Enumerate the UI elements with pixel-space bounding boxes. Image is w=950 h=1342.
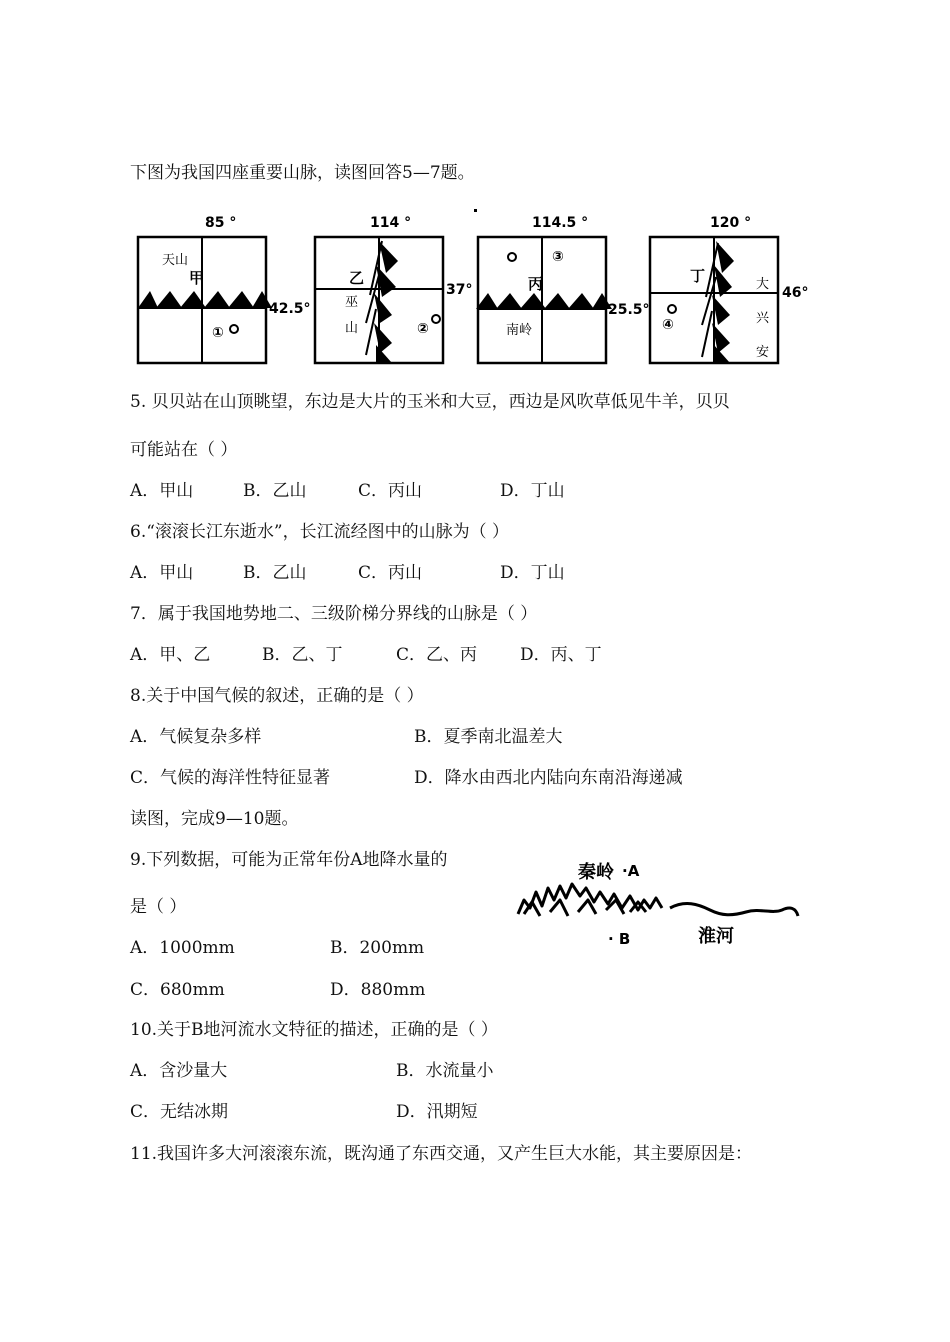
q7-option-c[interactable]: C．乙、丙 <box>396 645 478 665</box>
q8-option-c[interactable]: C．气候的海洋性特征显著 <box>130 768 331 788</box>
q6-option-a[interactable]: A．甲山 <box>130 563 194 583</box>
q6-stem: 6.“滚滚长江东逝水”，长江流经图中的山脉为（ ） <box>130 522 510 542</box>
q5-option-d[interactable]: D．丁山 <box>500 481 565 501</box>
mountain-name-4a: 大 <box>756 277 770 292</box>
lat-label-2: 37° <box>446 282 473 298</box>
q5-option-a[interactable]: A．甲山 <box>130 481 194 501</box>
q6-option-d[interactable]: D．丁山 <box>500 563 565 583</box>
q7-option-a[interactable]: A．甲、乙 <box>130 645 211 665</box>
intro-text: 下图为我国四座重要山脉，读图回答5—7题。 <box>130 163 475 183</box>
lat-label-3: 25.5° <box>608 302 650 318</box>
mark-label-3: 丙 <box>528 275 544 293</box>
lon-label-1: 85 ° <box>205 215 237 231</box>
panel-wushan <box>315 237 443 363</box>
q5-option-b[interactable]: B．乙山 <box>243 481 307 501</box>
mountain-panels-figure <box>130 205 830 375</box>
lon-label-2: 114 ° <box>370 215 412 231</box>
mountain-name-1: 天山 <box>162 253 189 268</box>
mountain-name-4b: 兴 <box>756 311 770 326</box>
q5-stem-line1: 5. 贝贝站在山顶眺望，东边是大片的玉米和大豆，西边是风吹草低见牛羊，贝贝 <box>130 392 730 412</box>
q9-option-d[interactable]: D．880mm <box>330 980 426 1000</box>
q11-stem: 11.我国许多大河滚滚东流，既沟通了东西交通，又产生巨大水能，其主要原因是： <box>130 1144 753 1164</box>
q7-stem: 7．属于我国地势地二、三级阶梯分界线的山脉是（ ） <box>130 604 538 624</box>
q9-option-b[interactable]: B．200mm <box>330 938 425 958</box>
q10-option-a[interactable]: A．含沙量大 <box>130 1061 228 1081</box>
lon-label-3: 114.5 ° <box>532 215 589 231</box>
q10-option-d[interactable]: D．汛期短 <box>396 1102 478 1122</box>
circle-label-1: ① <box>212 325 224 341</box>
panel-tianshan <box>138 237 272 363</box>
q7-option-d[interactable]: D．丙、丁 <box>520 645 602 665</box>
circle-label-3: ③ <box>552 249 564 265</box>
mark-label-4: 丁 <box>690 267 706 285</box>
huaihe-river-line <box>670 904 798 916</box>
q9-stem-line1: 9.下列数据，可能为正常年份A地降水量的 <box>130 850 448 870</box>
q5-stem-line2: 可能站在（ ） <box>130 440 238 460</box>
q6-option-c[interactable]: C．丙山 <box>358 563 423 583</box>
q10-option-b[interactable]: B．水流量小 <box>396 1061 494 1081</box>
lon-label-4: 120 ° <box>710 215 752 231</box>
range-zigzag-1 <box>138 291 272 308</box>
qinling-label: 秦岭 <box>578 862 614 883</box>
mountain-name-4c: 安 <box>756 345 770 360</box>
q6-option-b[interactable]: B．乙山 <box>243 563 307 583</box>
lat-label-1: 42.5° <box>269 301 311 317</box>
q9-option-a[interactable]: A．1000mm <box>130 938 235 958</box>
q8-option-a[interactable]: A．气候复杂多样 <box>130 727 262 747</box>
huaihe-label: 淮河 <box>698 926 734 947</box>
read-figure2-text: 读图，完成9—10题。 <box>130 809 299 829</box>
point-b-label: · B <box>608 930 631 948</box>
q9-option-c[interactable]: C．680mm <box>130 980 225 1000</box>
mountain-name-3: 南岭 <box>506 323 533 338</box>
stray-dot <box>474 209 477 212</box>
circle-label-4: ④ <box>662 317 674 333</box>
q9-stem-line2: 是（ ） <box>130 897 187 917</box>
point-a-label: ·A <box>622 862 640 880</box>
q8-stem: 8.关于中国气候的叙述，正确的是（ ） <box>130 686 424 706</box>
circle-label-2: ② <box>417 321 429 337</box>
q8-option-d[interactable]: D．降水由西北内陆向东南沿海递减 <box>414 768 683 788</box>
q5-option-c[interactable]: C．丙山 <box>358 481 423 501</box>
mark-label-1: 甲 <box>189 269 205 287</box>
lat-label-4: 46° <box>782 285 809 301</box>
mark-label-2: 乙 <box>349 269 365 287</box>
qinling-range-sketch <box>518 884 662 916</box>
q8-option-b[interactable]: B．夏季南北温差大 <box>414 727 563 747</box>
qinling-huaihe-svg <box>510 850 810 960</box>
q10-stem: 10.关于B地河流水文特征的描述，正确的是（ ） <box>130 1020 498 1040</box>
q10-option-c[interactable]: C．无结冰期 <box>130 1102 229 1122</box>
panel-nanling <box>476 237 612 363</box>
q7-option-b[interactable]: B．乙、丁 <box>262 645 343 665</box>
qinling-huaihe-figure <box>510 850 810 960</box>
mountain-name-2b: 山 <box>345 321 359 336</box>
mountain-name-2a: 巫 <box>345 295 359 310</box>
